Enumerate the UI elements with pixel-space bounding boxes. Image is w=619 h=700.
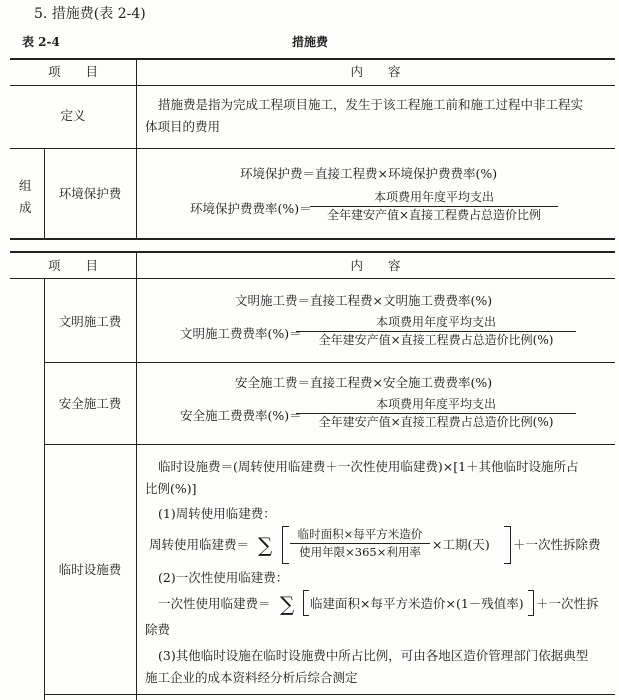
right-bracket (504, 526, 511, 564)
civil-rate-fraction (296, 315, 576, 348)
right-bracket (528, 590, 534, 616)
sigma-icon: ∑ (258, 533, 273, 557)
env-rate-denominator: 全年建安产值×直接工程费占总造价比例 (326, 208, 542, 222)
left-bracket (282, 526, 289, 564)
table-2-row-rule-1 (44, 362, 615, 363)
env-label: 环境保护费 (58, 186, 122, 201)
left-bracket (303, 590, 309, 616)
table-2-row-rule-2 (44, 444, 615, 445)
fraction-bar (310, 206, 558, 207)
definition-text-line1: 措施费是指为完成工程项目施工，发生于该工程施工前和施工过程中非工程实 (158, 97, 584, 112)
definition-text-line2: 体项目的费用 (145, 119, 221, 134)
temp-sub1-rhs: ×工期(天) (432, 537, 490, 552)
civil-rate-lhs: 文明施工费费率(%)＝ (180, 326, 302, 341)
table-1-top-rule (10, 58, 615, 60)
table-2-group-divider (44, 278, 45, 700)
table-2-top-rule (10, 251, 615, 253)
table-label: 表 2-4 (22, 35, 60, 49)
table-1-row-rule (10, 148, 615, 149)
temp-sub2-line2: 除费 (145, 622, 171, 637)
env-rate-numerator: 本项费用年度平均支出 (373, 190, 494, 204)
fraction-bar (296, 331, 576, 332)
table-2-row-rule-3 (44, 694, 615, 695)
temp-formula-line1: 临时设施费＝(周转使用临建费＋一次性使用临建费)×[1＋其他临时设施所占 (158, 459, 579, 474)
sigma-icon: ∑ (280, 592, 295, 616)
temp-label: 临时设施费 (58, 562, 122, 577)
civil-label: 文明施工费 (58, 314, 122, 329)
section-heading: 5. 措施费(表 2-4) (34, 6, 146, 22)
safety-rate-numerator: 本项费用年度平均支出 (375, 397, 496, 411)
definition-label: 定义 (60, 108, 86, 123)
env-formula: 环境保护费＝直接工程费×环境保护费费率(%) (240, 166, 498, 181)
safety-rate-lhs: 安全施工费费率(%)＝ (180, 408, 302, 423)
safety-rate-fraction (296, 397, 576, 430)
fraction-bar (296, 413, 576, 414)
table-2-header-rule (10, 278, 615, 279)
temp-sub2-tail: ＋一次性拆 (536, 596, 599, 611)
table-1-header-rule (10, 85, 615, 86)
civil-formula: 文明施工费＝直接工程费×文明施工费费率(%) (235, 293, 493, 308)
table-title: 措施费 (291, 35, 328, 49)
temp-sub1-numerator: 临时面积×每平方米造价 (297, 527, 423, 541)
table-1-header-content: 内 容 (350, 64, 401, 79)
table-2-col-divider (136, 251, 137, 700)
temp-sub2-lhs: 一次性使用临建费＝ (158, 596, 271, 611)
table-1-header-item: 项 目 (47, 64, 98, 79)
table-2-header-content: 内 容 (350, 258, 401, 273)
temp-sub3-line2: 施工企业的成本资料经分析后综合测定 (145, 670, 358, 685)
temp-sub1-title: (1)周转使用临建费： (158, 506, 276, 521)
temp-sub1-lhs: 周转使用临建费＝ (149, 537, 250, 552)
table-1-col-divider (136, 58, 137, 238)
safety-label: 安全施工费 (58, 396, 122, 411)
env-rate-fraction (310, 190, 558, 223)
civil-rate-denominator: 全年建安产值×直接工程费占总造价比例(%) (318, 333, 554, 347)
group-label-1: 组 (19, 178, 32, 193)
group-label-2: 成 (19, 200, 32, 215)
temp-formula-line2: 比例(%)] (145, 481, 197, 496)
fraction-bar (290, 543, 430, 544)
temp-sub1-denominator: 使用年限×365×利用率 (299, 545, 421, 559)
safety-rate-denominator: 全年建安产值×直接工程费占总造价比例(%) (318, 415, 554, 429)
temp-sub1-tail: ＋一次性拆除费 (513, 537, 601, 552)
temp-sub2-body: 临建面积×每平方米造价×(1－残值率) (310, 596, 524, 611)
safety-formula: 安全施工费＝直接工程费×安全施工费费率(%) (235, 375, 493, 390)
temp-sub1-fraction (290, 527, 430, 560)
civil-rate-numerator: 本项费用年度平均支出 (375, 315, 496, 329)
table-1-bottom-rule (10, 238, 615, 240)
env-rate-lhs: 环境保护费费率(%)＝ (190, 201, 312, 216)
temp-sub2-title: (2)一次性使用临建费： (158, 570, 289, 585)
table-2-header-item: 项 目 (47, 258, 98, 273)
temp-sub3-line1: (3)其他临时设施在临时设施费中所占比例，可由各地区造价管理部门依据典型 (158, 648, 589, 663)
